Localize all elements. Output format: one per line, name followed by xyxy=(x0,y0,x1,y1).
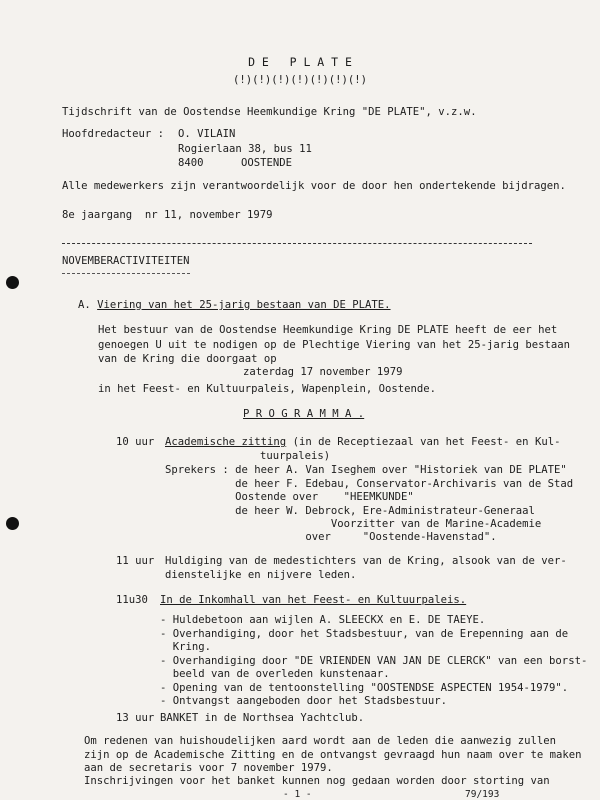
inkomhall-item-4: - Opening van de tentoonstelling "OOSTENDSE ASPECTEN 1954-1979". xyxy=(160,682,569,694)
intro-line-2: genoegen U uit te nodigen op de Plechtige Viering van het 25-jarig bestaan xyxy=(98,339,570,351)
section-heading: NOVEMBERACTIVITEITEN xyxy=(62,255,190,267)
editor-name: O. VILAIN xyxy=(178,128,236,140)
issue-info: 8e jaargang nr 11, november 1979 xyxy=(62,209,273,221)
time-10-uur: 10 uur xyxy=(116,436,155,448)
event-date: zaterdag 17 november 1979 xyxy=(243,366,403,378)
page-number: - 1 - xyxy=(283,789,312,800)
banquet-text: BANKET in de Northsea Yachtclub. xyxy=(160,712,365,724)
time-13-uur: 13 uur xyxy=(116,712,155,724)
closing-line-2: zijn op de Academische Zitting en de ontvangst gevraagd hun naam over te maken xyxy=(84,749,582,761)
speaker-line-5: Voorzitter van de Marine-Academie xyxy=(165,518,542,530)
programma-heading: P R O G R A M M A . xyxy=(243,408,365,420)
speaker-line-4: de heer W. Debrock, Ere-Administrateur-Generaal xyxy=(165,505,535,517)
intro-line-3: van de Kring die doorgaat op xyxy=(98,353,277,365)
punch-hole-top xyxy=(6,276,19,289)
event-venue: in het Feest- en Kultuurpaleis, Wapenplein, Oostende. xyxy=(98,383,437,395)
journal-subtitle: Tijdschrift van de Oostendse Heemkundige Kring "DE PLATE", v.z.w. xyxy=(62,106,477,118)
heading-underline xyxy=(62,273,190,274)
academic-session-location: (in de Receptiezaal van het Feest- en Kul- xyxy=(292,436,561,448)
speaker-line-2: de heer F. Edebau, Conservator-Archivaris van de Stad xyxy=(165,478,574,490)
journal-marks: (!)(!)(!)(!)(!)(!)(!) xyxy=(233,74,367,86)
speaker-line-3: Oostende over "HEEMKUNDE" xyxy=(165,491,414,503)
inkomhall-item-3: - Overhandiging door "DE VRIENDEN VAN JAN DE CLERCK" van een borst- xyxy=(160,655,588,667)
time-11-uur: 11 uur xyxy=(116,555,155,567)
punch-hole-bottom xyxy=(6,517,19,530)
academic-session-title: Academische zitting xyxy=(165,436,287,448)
closing-line-3: aan de secretaris voor 7 november 1979. xyxy=(84,762,333,774)
time-11u30: 11u30 xyxy=(116,594,148,606)
academic-session xyxy=(165,436,560,449)
speaker-line-6: over "Oostende-Havenstad". xyxy=(165,531,497,543)
editor-address-city: OOSTENDE xyxy=(241,157,293,169)
inkomhall-item-1: - Huldebetoon aan wijlen A. SLEECKX en E. DE TAEYE. xyxy=(160,614,486,626)
inkomhall-item-3-cont: beeld van de overleden kunstenaar. xyxy=(160,668,390,680)
tribute-line-1: Huldiging van de medestichters van de Kring, alsook van de ver- xyxy=(165,555,567,567)
closing-line-1: Om redenen van huishoudelijken aard wordt aan de leden die aanwezig zullen xyxy=(84,735,556,747)
disclaimer: Alle medewerkers zijn verantwoordelijk voor de door hen ondertekende bijdragen. xyxy=(62,180,566,192)
inkomhall-title: In de Inkomhall van het Feest- en Kultuurpaleis. xyxy=(160,594,467,606)
inkomhall-item-2: - Overhandiging, door het Stadsbestuur, van de Erepenning aan de xyxy=(160,628,569,640)
intro-line-1: Het bestuur van de Oostendse Heemkundige Kring DE PLATE heeft de eer het xyxy=(98,324,558,336)
inkomhall-item-5: - Ontvangst aangeboden door het Stadsbestuur. xyxy=(160,695,448,707)
closing-line-4: Inschrijvingen voor het banket kunnen nog gedaan worden door storting van xyxy=(84,775,550,787)
separator-line xyxy=(62,243,532,244)
item-a-title-text: Viering van het 25-jarig bestaan van DE PLATE. xyxy=(97,299,391,311)
item-a-title: A. Viering van het 25-jarig bestaan van DE PLATE. xyxy=(78,299,391,311)
reference-number: 79/193 xyxy=(465,789,500,800)
tribute-line-2: dienstelijke en nijvere leden. xyxy=(165,569,357,581)
academic-session-location-cont: tuurpaleis) xyxy=(260,450,331,462)
inkomhall-item-2-cont: Kring. xyxy=(160,641,212,653)
editor-address-zip: 8400 xyxy=(178,157,204,169)
speaker-line-1: Sprekers : de heer A. Van Iseghem over "Historiek van DE PLATE" xyxy=(165,464,567,476)
journal-title: D E P L A T E xyxy=(248,55,352,69)
editor-label: Hoofdredacteur : xyxy=(62,128,165,140)
editor-address-line1: Rogierlaan 38, bus 11 xyxy=(178,143,312,155)
